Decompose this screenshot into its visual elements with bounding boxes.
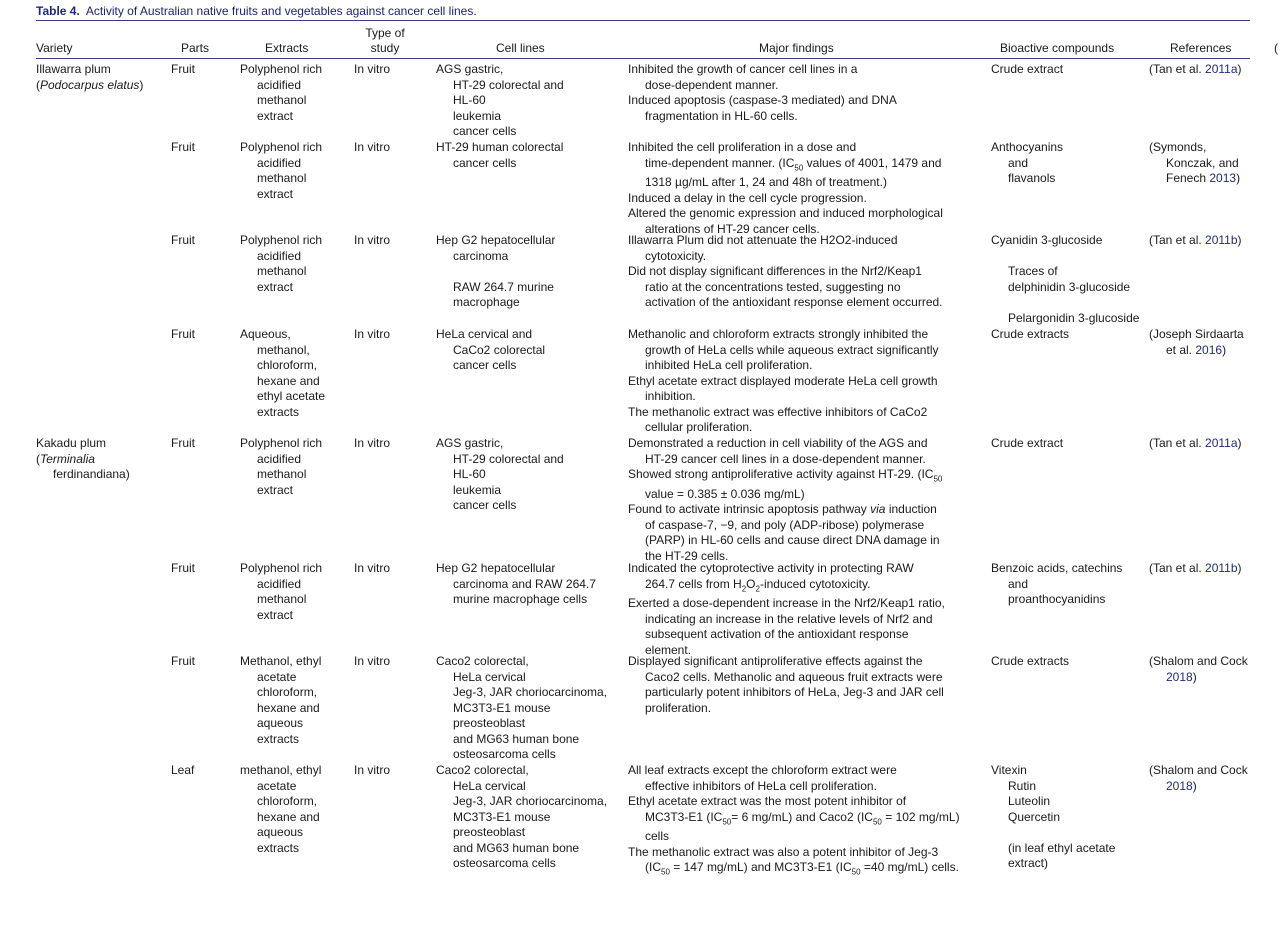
cell-lines-cell: AGS gastric, HT-29 colorectal and HL-60 leukemia cancer cells (436, 436, 564, 512)
cell-lines-cell: Caco2 colorectal, HeLa cervical Jeg-3, JAR choriocarcinoma, MC3T3-E1 mouse preosteoblast and MG63 human bone osteosarcoma cells (436, 763, 608, 870)
reference-cell[interactable]: (Tan et al. 2011b) (1149, 561, 1242, 575)
findings-cell: Inhibited the cell proliferation in a dose and time-dependent manner. ($IC_{50}$ values of 4001, 1479 and 1318 µg/mL after 1, 24 and 48h of treatment.) Induced a delay in the cell cycle progression. Altered the genomic expression and induced morphological alterations of HT-29 cancer cells. (628, 140, 943, 236)
reference-cell[interactable]: (Shalom and Cock 2018) (1149, 654, 1248, 684)
extracts-cell: methanol, ethyl acetate chloroform, hexane and aqueous extracts (240, 763, 322, 855)
header-cell-lines: Cell lines (496, 41, 545, 55)
extracts-cell: Aqueous, methanol, chloroform, hexane and ethyl acetate extracts (240, 327, 326, 419)
cell-lines-cell: Caco2 colorectal, HeLa cervical Jeg-3, JAR choriocarcinoma, MC3T3-E1 mouse preosteoblast and MG63 human bone osteosarcoma cells (436, 654, 608, 761)
bioactive-compounds-cell: Crude extract (991, 62, 1064, 76)
study-type-cell: In vitro (354, 140, 391, 154)
header-major-findings: Major findings (759, 41, 834, 55)
parts-cell: Fruit (171, 140, 195, 154)
bioactive-compounds-cell: Vitexin Rutin Luteolin Quercetin (in leaf ethyl acetate extract) (991, 763, 1116, 870)
cell-lines-cell: HT-29 human colorectal cancer cells (436, 140, 564, 170)
header-rule (36, 58, 1250, 59)
reference-cell[interactable]: (Shalom and Cock 2018) (1149, 763, 1248, 793)
bioactive-compounds-cell: Crude extracts (991, 654, 1070, 668)
findings-cell: Illawarra Plum did not attenuate the H2O2-induced cytotoxicity. Did not display significant differences in the Nrf2/Keap1 ratio at the concentrations tested, suggesting no activation of the antioxidant response element occurred. (628, 233, 943, 309)
findings-cell: Methanolic and chloroform extracts strongly inhibited the growth of HeLa cells while aqueous extract significantly inhibited HeLa cell proliferation. Ethyl acetate extract displayed moderate HeLa cell growth inhibition. The methanolic extract was effective inhibitors of CaCo2 cellular proliferation. (628, 327, 939, 434)
reference-cell[interactable]: (Tan et al. 2011b) (1149, 233, 1242, 247)
header-references: References (1170, 41, 1232, 55)
header-bioactive-compounds: Bioactive compounds (1000, 41, 1115, 55)
extracts-cell: Polyphenol rich acidified methanol extract (240, 140, 323, 201)
study-type-cell: In vitro (354, 654, 391, 668)
study-type-cell: In vitro (354, 436, 391, 450)
findings-cell: Inhibited the growth of cancer cell lines in a dose-dependent manner. Induced apoptosis (caspase-3 mediated) and DNA fragmentation in HL-60 cells. (628, 62, 897, 123)
parts-cell: Fruit (171, 436, 195, 450)
bioactive-compounds-cell: Crude extracts (991, 327, 1070, 341)
findings-cell: Displayed significant antiproliferative effects against the Caco2 cells. Methanolic and aqueous fruit extracts were particularly potent inhibitors of HeLa, Jeg-3 and JAR cell proliferation. (628, 654, 944, 715)
extracts-cell: Polyphenol rich acidified methanol extract (240, 561, 323, 622)
reference-cell[interactable]: (Symonds, Konczak, and Fenech 2013) (1149, 140, 1241, 185)
table-label: Table 4. (36, 4, 80, 18)
parts-cell: Fruit (171, 561, 195, 575)
header-extracts: Extracts (265, 41, 309, 55)
parts-cell: Fruit (171, 327, 195, 341)
parts-cell: Leaf (171, 763, 195, 777)
study-type-cell: In vitro (354, 233, 391, 247)
extracts-cell: Methanol, ethyl acetate chloroform, hexane and aqueous extracts (240, 654, 322, 746)
cell-lines-cell: Hep G2 hepatocellular carcinoma RAW 264.7 murine macrophage (436, 233, 556, 309)
parts-cell: Fruit (171, 62, 195, 76)
reference-cell[interactable]: (Tan et al. 2011a) (1149, 436, 1242, 450)
bioactive-compounds-cell: Benzoic acids, catechins and proanthocyanidins (991, 561, 1123, 606)
extracts-cell: Polyphenol rich acidified methanol extract (240, 62, 323, 123)
bioactive-compounds-cell: Anthocyanins and flavanols (991, 140, 1064, 185)
header-variety: Variety (36, 41, 73, 55)
findings-cell: Demonstrated a reduction in cell viability of the AGS and HT-29 cancer cell lines in a dose-dependent manner. Showed strong antiproliferative activity against HT-29. ($IC_{50}$ value = 0.385 ± 0.036 mg/mL) Found to activate intrinsic apoptosis pathway via induction of caspase-7, −9, and poly (ADP-ribose) polymerase (PARP) in HL-60 cells and cause direct DNA damage in the HT-29 cells. (628, 436, 943, 563)
parts-cell: Fruit (171, 654, 195, 668)
variety-cell: Kakadu plum (Terminalia ferdinandiana) (36, 436, 130, 481)
study-type-cell: In vitro (354, 561, 391, 575)
findings-cell: Indicated the cytoprotective activity in protecting RAW 264.7 cells from $H_2O_2$-induced cytotoxicity. Exerted a dose-dependent increase in the Nrf2/Keap1 ratio, indicating an increase in the relative levels of Nrf2 and subsequent activation of the antioxidant response element. (628, 561, 945, 657)
top-rule (36, 20, 1250, 21)
table-caption (36, 4, 477, 18)
study-type-cell: In vitro (354, 327, 391, 341)
study-type-cell: In vitro (354, 62, 391, 76)
stray-parenthesis: ( (1274, 41, 1278, 55)
extracts-cell: Polyphenol rich acidified methanol extract (240, 233, 323, 294)
bioactive-compounds-cell: Crude extract (991, 436, 1064, 450)
bioactive-compounds-cell: Cyanidin 3-glucoside Traces of delphinidin 3-glucoside Pelargonidin 3-glucoside (991, 233, 1140, 325)
header-type-of-study: Type of study (365, 26, 405, 55)
variety-cell: Illawarra plum (Podocarpus elatus) (36, 62, 144, 92)
cell-lines-cell: Hep G2 hepatocellular carcinoma and RAW 264.7 murine macrophage cells (436, 561, 596, 606)
parts-cell: Fruit (171, 233, 195, 247)
table-title: Activity of Australian native fruits and vegetables against cancer cell lines. (85, 4, 477, 18)
cell-lines-cell: HeLa cervical and CaCo2 colorectal cancer cells (436, 327, 546, 372)
header-parts: Parts (181, 41, 210, 55)
reference-cell[interactable]: (Tan et al. 2011a) (1149, 62, 1242, 76)
study-type-cell: In vitro (354, 763, 391, 777)
reference-cell[interactable]: (Joseph Sirdaarta et al. 2016) (1149, 327, 1244, 357)
findings-cell: All leaf extracts except the chloroform extract were effective inhibitors of HeLa cell proliferation. Ethyl acetate extract was the most potent inhibitor of MC3T3-E1 ($IC_{50}= 6$ mg/mL) and Caco2 ($IC_{50} = 102$ mg/mL) cells The methanolic extract was also a potent inhibitor of Jeg-3 ($IC_{50} = 147$ mg/mL) and MC3T3-E1 ($IC_{50} =40$ mg/mL) cells. (628, 763, 960, 877)
cell-lines-cell: AGS gastric, HT-29 colorectal and HL-60 leukemia cancer cells (436, 62, 564, 138)
extracts-cell: Polyphenol rich acidified methanol extract (240, 436, 323, 497)
